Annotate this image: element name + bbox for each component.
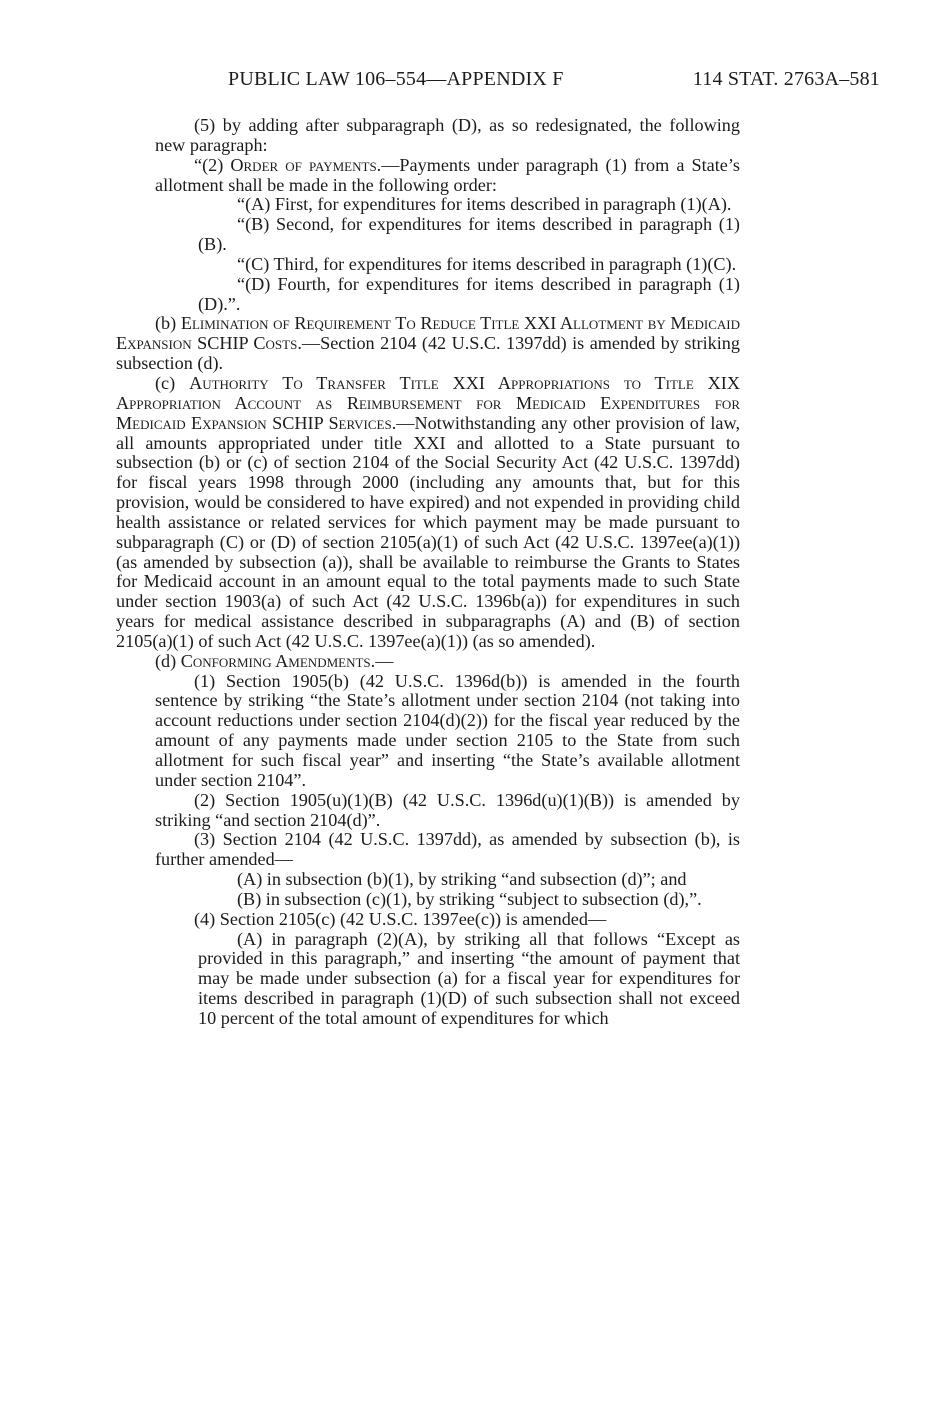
header-public-law: PUBLIC LAW 106–554—APPENDIX F — [228, 68, 564, 90]
paragraph-d1: (1) Section 1905(b) (42 U.S.C. 1396d(b)) is amended in the fourth sentence by striking “the State’s allotment under section 2104 (not taking into account reductions under section 2104(d)(2)) for the fiscal year reduced by the amount of any payments made under section 2105 to the State from such allotment for such fiscal year” and inserting “the State’s available allotment under section 2104”. — [155, 670, 740, 790]
subsection-c: (c) Authority To Transfer Title XXI Appropriations to Title XIX Appropriation Account as Reimbursement for Medicaid Expenditures for Medicaid Expansion SCHIP Services.—Notwithstanding any other provision of law, all amounts appropriated under title XXI and allotted to a State pursuant to subsection (b) or (c) of section 2104 of the Social Security Act (42 U.S.C. 1397dd) for fiscal years 1998 through 2000 (including any amounts that, but for this provision, would be considered to have expired) and not expended in providing child health assistance or related services for which payment may be made pursuant to subparagraph (C) or (D) of section 2105(a)(1) of such Act (42 U.S.C. 1397ee(a)(1)) (as amended by subsection (a)), shall be available to reimburse the Grants to States for Medicaid account in an amount equal to the total payments made to such State under section 1903(a) of such Act (42 U.S.C. 1396b(a)) for expenditures in such years for medical assistance described in subparagraphs (A) and (B) of section 2105(a)(1) of such Act (42 U.S.C. 1397ee(a)(1)) (as so amended). — [116, 372, 740, 651]
paragraph-d2: (2) Section 1905(u)(1)(B) (42 U.S.C. 1396d(u)(1)(B)) is amended by striking “and section 2104(d)”. — [155, 789, 740, 830]
paragraph-d3B: (B) in subsection (c)(1), by striking “subject to subsection (d),”. — [237, 888, 702, 909]
paragraph-d4A: (A) in paragraph (2)(A), by striking all that follows “Except as provided in this paragraph,” and inserting “the amount of payment that may be made under subsection (a) for a fiscal year for expenditures for items described in paragraph (1)(D) of such subsection shall not exceed 10 percent of the total amount of expenditures for which — [198, 928, 740, 1028]
body-text — [116, 116, 740, 1029]
order-of-payments-heading: “(2) Order of payments. — [194, 154, 382, 175]
paragraph-d3A: (A) in subsection (b)(1), by striking “and subsection (d)”; and — [237, 869, 687, 890]
paragraph-D: “(D) Fourth, for expenditures for items described in paragraph (1)(D).”. — [198, 273, 740, 314]
paragraph-C: “(C) Third, for expenditures for items described in paragraph (1)(C). — [237, 253, 737, 274]
running-header — [228, 68, 880, 91]
paragraph-5: (5) by adding after subparagraph (D), as so redesignated, the following new paragraph: — [155, 115, 740, 155]
subsection-d: (d) Conforming Amendments.— — [155, 650, 394, 671]
paragraph-B: “(B) Second, for expenditures for items described in paragraph (1)(B). — [198, 214, 740, 255]
header-stat-citation: 114 STAT. 2763A–581 — [692, 68, 880, 90]
paragraph-A: “(A) First, for expenditures for items described in paragraph (1)(A). — [237, 194, 732, 215]
subsection-c-heading: Authority To Transfer Title XXI Appropriations to Title XIX Appropriation Account as Reimbursement for Medicaid Expenditures for Medicaid Expansion SCHIP Services. — [116, 372, 740, 433]
subsection-b-heading: Elimination of Requirement To Reduce Title XXI Allotment by Medicaid Expansion SCHIP Costs. — [116, 313, 740, 354]
subsection-d-heading: Conforming Amendments. — [180, 650, 376, 671]
subsection-b: (b) Elimination of Requirement To Reduce Title XXI Allotment by Medicaid Expansion SCHIP Costs.—Section 2104 (42 U.S.C. 1397dd) is amended by striking subsection (d). — [116, 313, 740, 374]
paragraph-order-of-payments: “(2) Order of payments.—Payments under paragraph (1) from a State’s allotment shall be made in the following order: — [155, 154, 740, 195]
paragraph-d3: (3) Section 2104 (42 U.S.C. 1397dd), as amended by subsection (b), is further amended— — [155, 829, 740, 870]
paragraph-d4: (4) Section 2105(c) (42 U.S.C. 1397ee(c)) is amended— — [194, 908, 607, 929]
